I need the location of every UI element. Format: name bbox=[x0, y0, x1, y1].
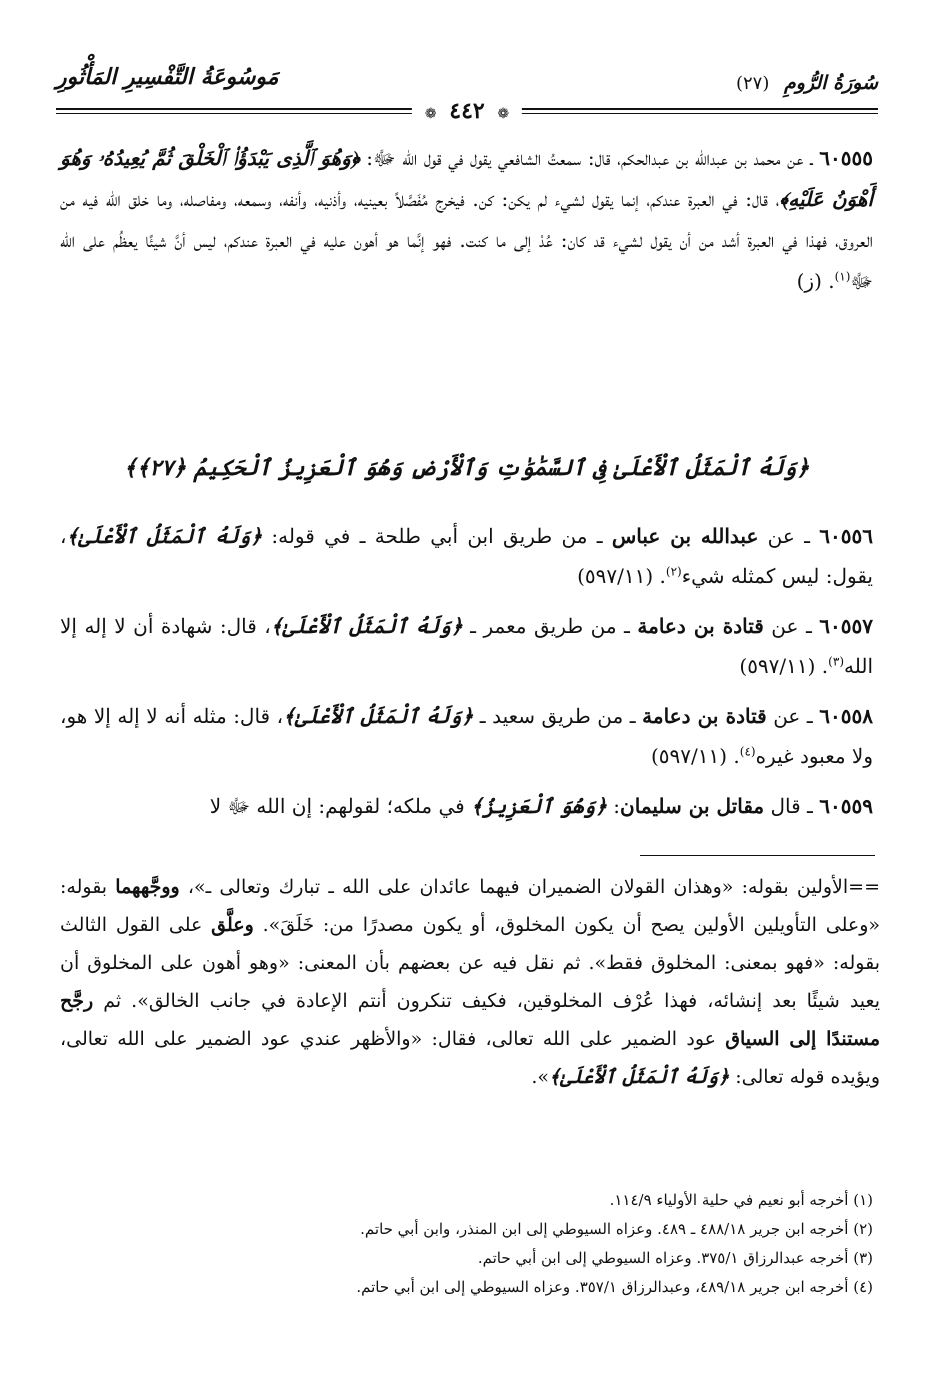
narration-text: ، قال: شهادة أن لا إله إلا الله bbox=[60, 614, 873, 678]
page-number-box bbox=[412, 98, 522, 124]
narrator-name: قتادة بن دعامة bbox=[642, 704, 767, 728]
narration-60555 bbox=[60, 138, 873, 302]
narration-text: . (٥٩٧/١١) bbox=[577, 564, 666, 588]
continuation-emphasis: رجَّح مستندًا إلى السياق bbox=[60, 990, 880, 1050]
narration-number: ٦٠٥٥٩ bbox=[819, 794, 873, 818]
narration-text: . (٥٩٧/١١) bbox=[739, 654, 829, 678]
narration-text: ـ عن bbox=[763, 614, 820, 638]
quran-quote: ﴿وَهُوَ ٱلْعَزِيزُ﴾ bbox=[471, 794, 607, 818]
narration-text: . (ز) bbox=[796, 269, 835, 293]
entries-block bbox=[60, 516, 873, 836]
continuation-emphasis: وعلَّق bbox=[211, 914, 254, 936]
footnote-continuation bbox=[60, 868, 880, 1096]
surah-header bbox=[736, 72, 878, 94]
narration-number: ٦٠٥٥٨ bbox=[819, 704, 873, 728]
continuation-emphasis: ووجَّههما bbox=[115, 876, 180, 898]
surah-number: (٢٧) bbox=[735, 73, 770, 94]
narration-text: : bbox=[606, 794, 621, 818]
quran-quote: ﴿وَلَهُ ٱلْمَثَلُ ٱلْأَعْلَىٰ﴾ bbox=[549, 1066, 730, 1088]
footnote-3: (٣) أخرجه عبدالرزاق ٣٧٥/١. وعزاه السيوطي إلى ابن أبي حاتم. bbox=[477, 1249, 873, 1267]
book-title: مَوسُوعَةُ التَّفْسِيرِ المَأْثُورِ bbox=[56, 64, 279, 90]
continuation-text: على القول الثالث بقوله: «فهو بمعنى: المخلوق فقط». ثم نقل فيه عن بعضهم بأن المعنى: «وهو أهون على المخلوق أن يعيد شيئًا بعد إنشائه، فهذا عُرْف المخلوقين، فكيف تنكرون أنتم الإعادة في جانب الخالق». ثم bbox=[60, 914, 880, 1012]
footnote-ref: (٣) bbox=[828, 654, 844, 669]
narration-text: ـ من طريق سعيد ـ bbox=[473, 704, 643, 728]
footnote-ref: (١) bbox=[834, 269, 851, 284]
narration-text: ـ قال bbox=[764, 794, 820, 818]
page-header bbox=[56, 60, 878, 126]
narration-text: . (٥٩٧/١١) bbox=[650, 744, 740, 768]
narration-text: ، قال: مثله أنه لا إله إلا هو، ولا معبود غيره bbox=[60, 704, 873, 768]
narration-text: في ملكه؛ لقولهم: إن الله ﷻ لا bbox=[209, 794, 472, 818]
narrator-name: مقاتل بن سليمان bbox=[620, 794, 765, 818]
narrator-name: عبدالله بن عباس bbox=[611, 524, 759, 548]
footnote-1: (١) أخرجه أبو نعيم في حلية الأولياء ١١٤/٩. bbox=[609, 1191, 873, 1209]
narration-60559 bbox=[60, 786, 873, 826]
quran-quote: ﴿وَلَهُ ٱلْمَثَلُ ٱلْأَعْلَىٰ﴾ bbox=[283, 704, 474, 728]
narration-text: ، يقول: ليس كمثله شيء bbox=[60, 524, 873, 588]
continuation-text: بقوله: «وعلى التأويلين الأولين يصح أن يكون المخلوق، أو يكون مصدرًا من: خَلَقَ». bbox=[60, 876, 880, 936]
footnote-separator bbox=[640, 855, 875, 856]
page-number: ٤٤٢ bbox=[449, 98, 485, 124]
quran-quote: ﴿وَلَهُ ٱلْمَثَلُ ٱلْأَعْلَىٰ﴾ bbox=[66, 524, 263, 548]
continuation-text: عود الضمير على الله تعالى، فقال: «والأظهر عندي عود الضمير على الله تعالى، ويؤيده قوله تعالى: bbox=[60, 1028, 880, 1088]
footnote-ref: (٤) bbox=[739, 744, 756, 759]
narration-text: ، قال: في العبرة عندكم، إنما يقول لشيء لم يكن: كن. فيخرج مُفَصَّلاً بعينيه، وأذنيه، وأنفه، وسمعه، ومفاصله، وما خلق الله فيه من العروق، فهذا في العبرة أشد من أن يقول لشيء قد كان: عُدْ إلى ما كنت. فهو إنَّما هو أهون عليه في العبرة عندكم، ليس أنَّ شيئًا يعظُم على الله ﷻ bbox=[60, 187, 873, 293]
footnote-2: (٢) أخرجه ابن جرير ٤٨٨/١٨ ـ ٤٨٩. وعزاه السيوطي إلى ابن المنذر، وابن أبي حاتم. bbox=[360, 1220, 873, 1238]
footnotes bbox=[60, 1186, 873, 1302]
narration-text: ـ من طريق معمر ـ bbox=[462, 614, 638, 638]
narration-60556 bbox=[60, 516, 873, 596]
footnote-4: (٤) أخرجه ابن جرير ٤٨٩/١٨، وعبدالرزاق ٣٥٧/١. وعزاه السيوطي إلى ابن أبي حاتم. bbox=[356, 1278, 873, 1296]
quran-quote: ﴿وَهُوَ ٱلَّذِى يَبْدَؤُا۟ ٱلْخَلْقَ ثُمَّ يُعِيدُهُۥ وَهُوَ أَهْوَنُ عَلَيْهِ﴾ bbox=[60, 146, 873, 211]
narration-60557 bbox=[60, 606, 873, 686]
narration-60558 bbox=[60, 696, 873, 776]
narration-block bbox=[60, 138, 873, 302]
narrator-name: قتادة بن دعامة bbox=[637, 614, 764, 638]
narration-number: ٦٠٥٥٥ bbox=[819, 146, 873, 170]
narration-text: ـ من طريق ابن أبي طلحة ـ في قوله: bbox=[262, 524, 612, 548]
verse-heading: ﴿وَلَهُ ٱلْمَثَلُ ٱلْأَعْلَىٰ فِى ٱلسَّمَٰوَٰتِ وَٱلْأَرْضِ وَهُوَ ٱلْعَزِيزُ ٱلْحَكِيمُ ﴿٢٧﴾﴾ bbox=[123, 455, 810, 481]
ornament-icon: ❁ bbox=[424, 106, 437, 122]
narration-text: ـ عن bbox=[758, 524, 820, 548]
narration-text: ـ عن محمد بن عبدالله بن عبدالحكم، قال: سمعتُ الشافعي يقول في قول الله ﷻ: bbox=[359, 146, 820, 170]
continuation-text: ». bbox=[531, 1066, 549, 1088]
surah-name: سُورَةُ الرُّومِ bbox=[784, 72, 878, 94]
quran-quote: ﴿وَلَهُ ٱلْمَثَلُ ٱلْأَعْلَىٰ﴾ bbox=[270, 614, 463, 638]
ornament-icon: ❁ bbox=[497, 106, 510, 122]
narration-number: ٦٠٥٥٧ bbox=[819, 614, 874, 638]
continuation-text: الأولين بقوله: «وهذان القولان الضميران فيهما عائدان على الله ـ تبارك وتعالى ـ»، bbox=[179, 876, 849, 898]
footnote-ref: (٢) bbox=[665, 564, 682, 579]
narration-text: ـ عن bbox=[766, 704, 820, 728]
continuation-marker: == bbox=[848, 876, 880, 898]
narration-number: ٦٠٥٥٦ bbox=[819, 524, 874, 548]
